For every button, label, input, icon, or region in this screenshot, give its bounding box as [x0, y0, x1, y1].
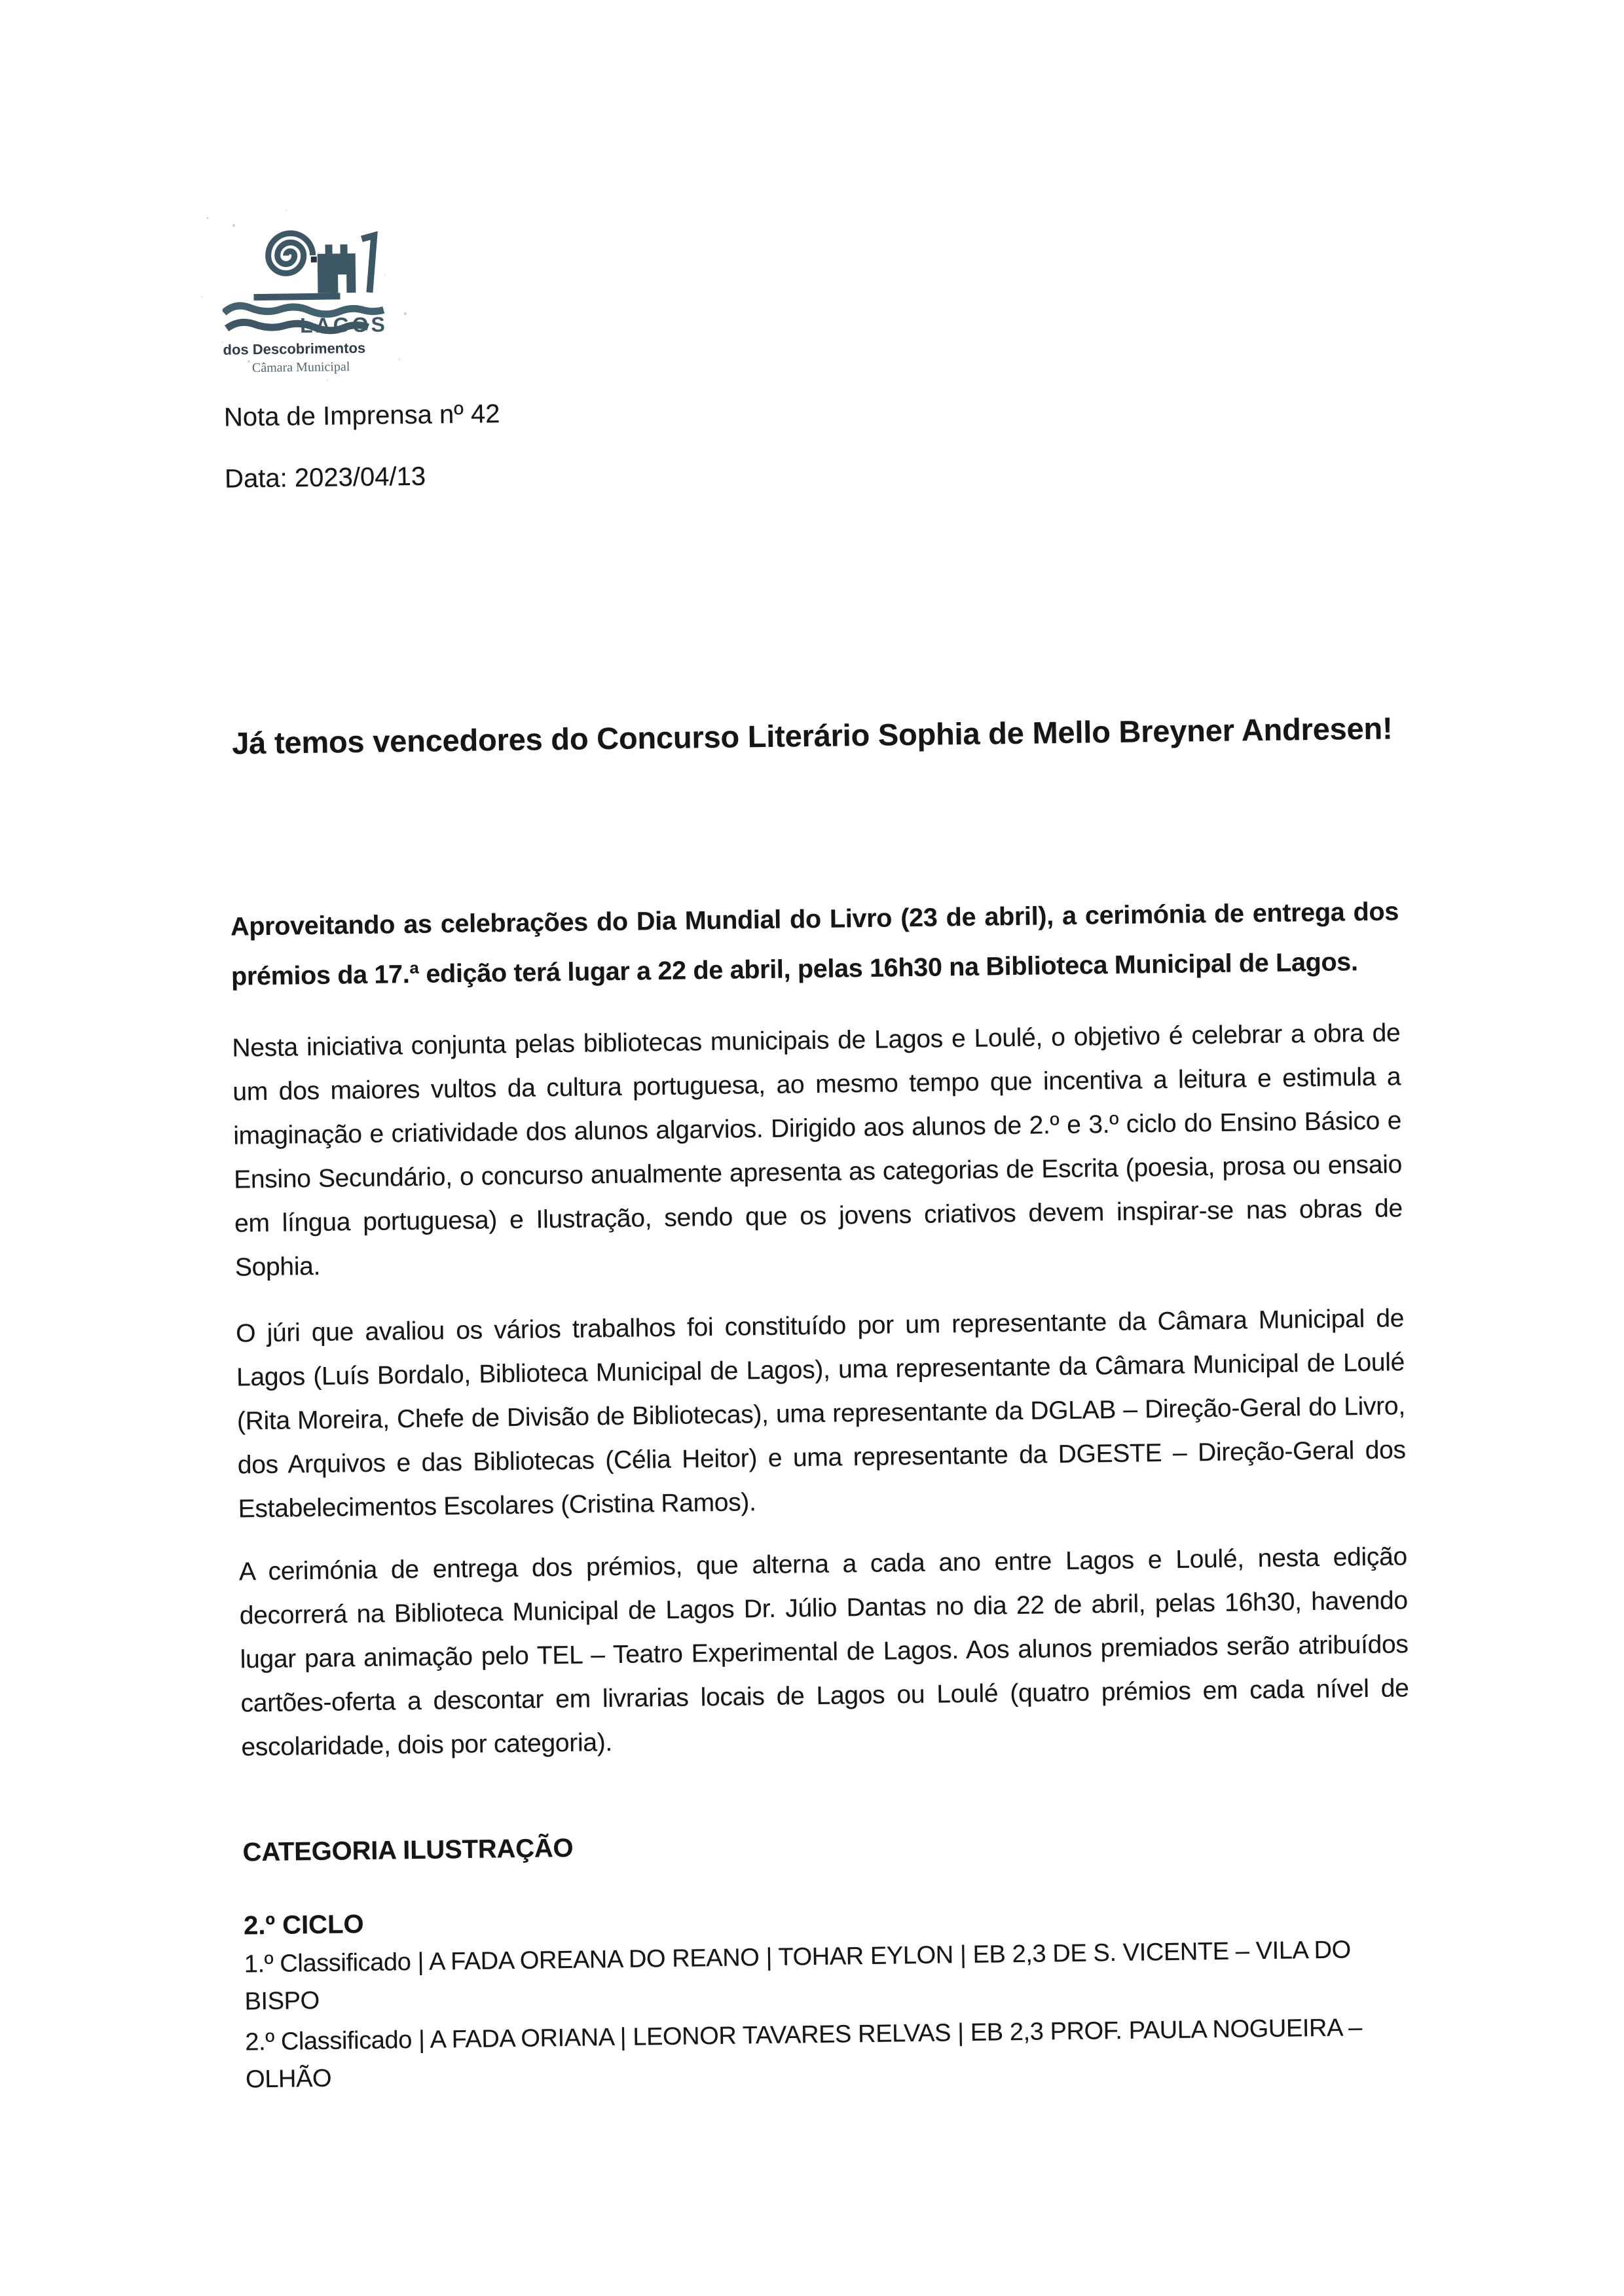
scan-noise	[207, 217, 208, 219]
result-line-first-place: 1.º Classificado | A FADA OREANA DO REANO | TOHAR EYLON | EB 2,3 DE S. VICENTE – VILA DO BISPO	[244, 1936, 1352, 2016]
result-line-second-place: 2.º Classificado | A FADA ORIANA | LEONOR TAVARES RELVAS | EB 2,3 PROF. PAULA NOGUEIRA – OLHÃO	[245, 2014, 1363, 2094]
body-paragraph-1: Nesta iniciativa conjunta pelas bibliotecas municipais de Lagos e Loulé, o objetivo é celebrar a obra de um dos maiores vultos da cultura portuguesa, ao mesmo tempo que incentiva a leitura e estimula a imaginação e criatividade dos alunos algarvios. Dirigido aos alunos de 2.º e 3.º ciclo do Ensino Básico e Ensino Secundário, o concurso anualmente apresenta as categorias de Escrita (poesia, prosa ou ensaio em língua portuguesa) e Ilustração, sendo que os jovens criativos devem inspirar-se nas obras de Sophia.	[232, 1019, 1403, 1282]
cycle-heading: 2.º CICLO	[243, 1910, 364, 1941]
press-note-number: Nota de Imprensa nº 42	[223, 399, 500, 432]
castle-tower-icon	[361, 236, 375, 293]
municipal-logo	[221, 227, 400, 380]
body-paragraph-2: O júri que avaliou os vários trabalhos foi constituído por um representante da Câmara Municipal de Lagos (Luís Bordalo, Biblioteca Municipal de Lagos), uma representante da Câmara Municipal de Loulé (Rita Moreira, Chefe de Divisão de Bibliotecas), uma representante da DGLAB – Direção-Geral do Livro, dos Arquivos e das Bibliotecas (Célia Heitor) e uma representante da DGESTE – Direção-Geral dos Estabelecimentos Escolares (Cristina Ramos).	[235, 1304, 1406, 1523]
results-list	[244, 1931, 1414, 2102]
castle-base-bar	[253, 293, 340, 301]
castle-window	[311, 257, 317, 263]
press-note-date: Data: 2023/04/13	[224, 462, 426, 494]
logo-wordmark: LAGOS	[299, 312, 388, 338]
body-paragraph-3: A cerimónia de entrega dos prémios, que alterna a cada ano entre Lagos e Loulé, nesta edição decorrerá na Biblioteca Municipal de Lagos Dr. Júlio Dantas no dia 22 de abril, pelas 16h30, havendo lugar para animação pelo TEL – Teatro Experimental de Lagos. Aos alunos premiados serão atribuídos cartões-oferta a descontar em livrarias locais de Lagos ou Loulé (quatro prémios em cada nível de escolaridade, dois por categoria).	[238, 1542, 1409, 1762]
category-heading: CATEGORIA ILUSTRAÇÃO	[242, 1833, 574, 1867]
lead-paragraph: Aproveitando as celebrações do Dia Mundial do Livro (23 de abril), a cerimónia de entrega dos prémios da 17.ª edição terá lugar a 22 de abril, pelas 16h30 na Biblioteca Municipal de Lagos.	[230, 897, 1399, 991]
lagos-crest-icon	[221, 227, 400, 380]
castle-icon	[317, 244, 356, 293]
document-title: Já temos vencedores do Concurso Literário Sophia de Mello Breyner Andresen!	[231, 710, 1393, 761]
logo-subtitle: dos Descobrimentos	[223, 339, 366, 358]
spiral-icon	[268, 233, 313, 274]
logo-entity: Câmara Municipal	[251, 359, 350, 376]
